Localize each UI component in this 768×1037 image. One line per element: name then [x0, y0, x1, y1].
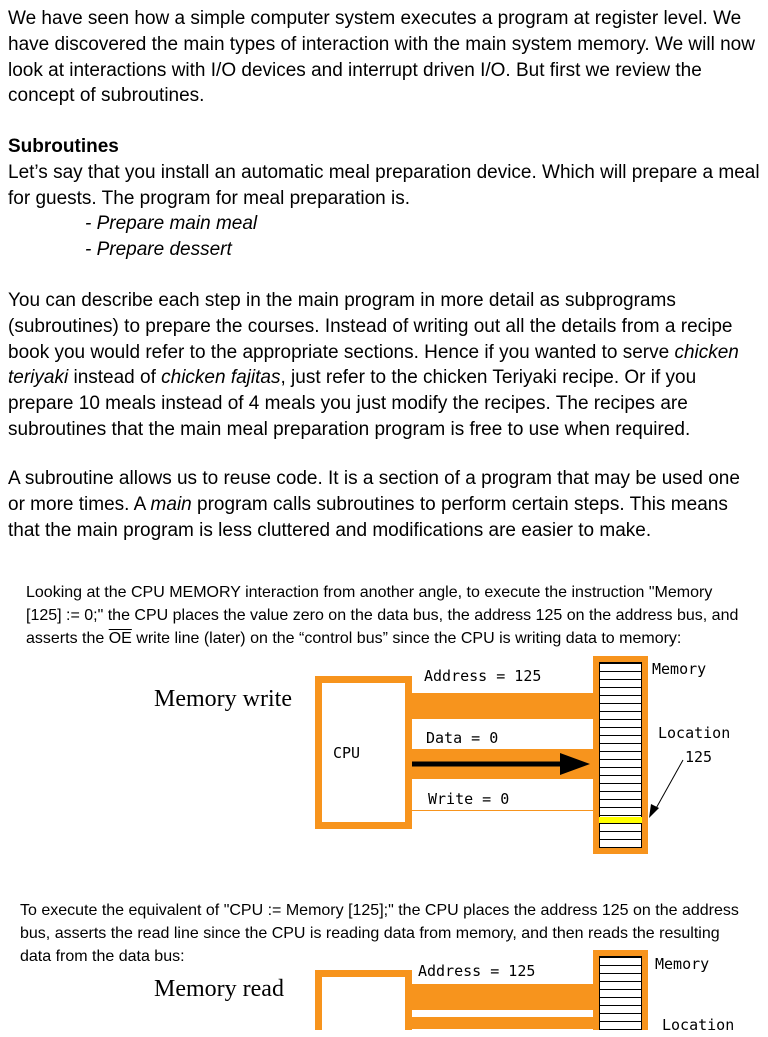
- detail-text-a: You can describe each step in the main program in more detail as subprograms (subroutines) to prepare the courses. Instead of writing out all the details from a recipe book you would refer to the appropriate sections. Hence if you wanted to serve: [8, 290, 733, 363]
- data-label: Data = 0: [426, 729, 499, 747]
- memory-read-title: Memory read: [154, 976, 284, 1002]
- reuse-em-main: main: [150, 493, 192, 515]
- memory-label: Memory: [652, 660, 707, 678]
- reuse-text-b: program calls subroutines to perform certain steps. This means that the main program is less cluttered and modifications are easier to make.: [8, 493, 728, 541]
- subroutines-heading: Subroutines: [8, 136, 119, 157]
- location-pointer-line: [654, 760, 683, 812]
- read-cpu-inner: [322, 977, 405, 1037]
- write-text-a: Looking at the CPU MEMORY interaction from another angle, to execute the instruction "Memory [125] := 0;" the CPU places the value zero on the data bus, the address 125 on the address bus, and asserts the: [26, 584, 739, 647]
- detail-text-c: , just refer to the chicken Teriyaki recipe. Or if you prepare 10 meals instead of 4 meals you just modify the recipes. The recipes are subroutines that the main meal preparation program is free to use when required.: [8, 367, 697, 440]
- oe-signal: $\overline{OE}$: [108, 630, 132, 647]
- read-address-label: Address = 125: [418, 962, 536, 980]
- cpu-label: CPU: [333, 744, 361, 762]
- step-main-meal: - Prepare main meal: [85, 213, 258, 235]
- location-number: 125: [685, 748, 713, 766]
- location-label: Location: [658, 724, 731, 742]
- read-memory-label: Memory: [655, 955, 710, 973]
- memory-write-title: Memory write: [154, 686, 292, 712]
- write-label: Write = 0: [428, 790, 510, 808]
- detail-text-b: instead of: [68, 367, 162, 389]
- read-location-label: Location: [662, 1016, 735, 1034]
- detail-em-fajitas: chicken fajitas: [161, 367, 281, 389]
- read-data-bus: [412, 1017, 594, 1029]
- intro-paragraph: We have seen how a simple computer system executes a program at register level. We have discovered the main types of interaction with the main system memory. We will now look at interactions with I/O devices and interrupt driven I/O. But first we review the concept of subroutines.: [8, 8, 755, 107]
- step-dessert: - Prepare dessert: [85, 239, 232, 261]
- data-arrow-head: [560, 753, 590, 775]
- read-memory-cells: [599, 956, 642, 1030]
- address-label: Address = 125: [424, 667, 542, 685]
- subroutines-intro: Let’s say that you install an automatic meal preparation device. Which will prepare a meal for guests. The program for meal preparation is.: [8, 161, 760, 209]
- read-explanation: To execute the equivalent of "CPU := Memory [125];" the CPU places the address 125 on the address bus, asserts the read line since the CPU is reading data from memory, and then reads the resulting data from the data bus:: [20, 902, 739, 965]
- read-address-bus: [412, 984, 594, 1010]
- write-text-b: write line (later) on the “control bus” since the CPU is writing data to memory:: [131, 630, 682, 647]
- detail-em-teriyaki: chicken teriyaki: [8, 341, 739, 389]
- reuse-text-a: A subroutine allows us to reuse code. It is a section of a program that may be used one or more times. A: [8, 468, 740, 515]
